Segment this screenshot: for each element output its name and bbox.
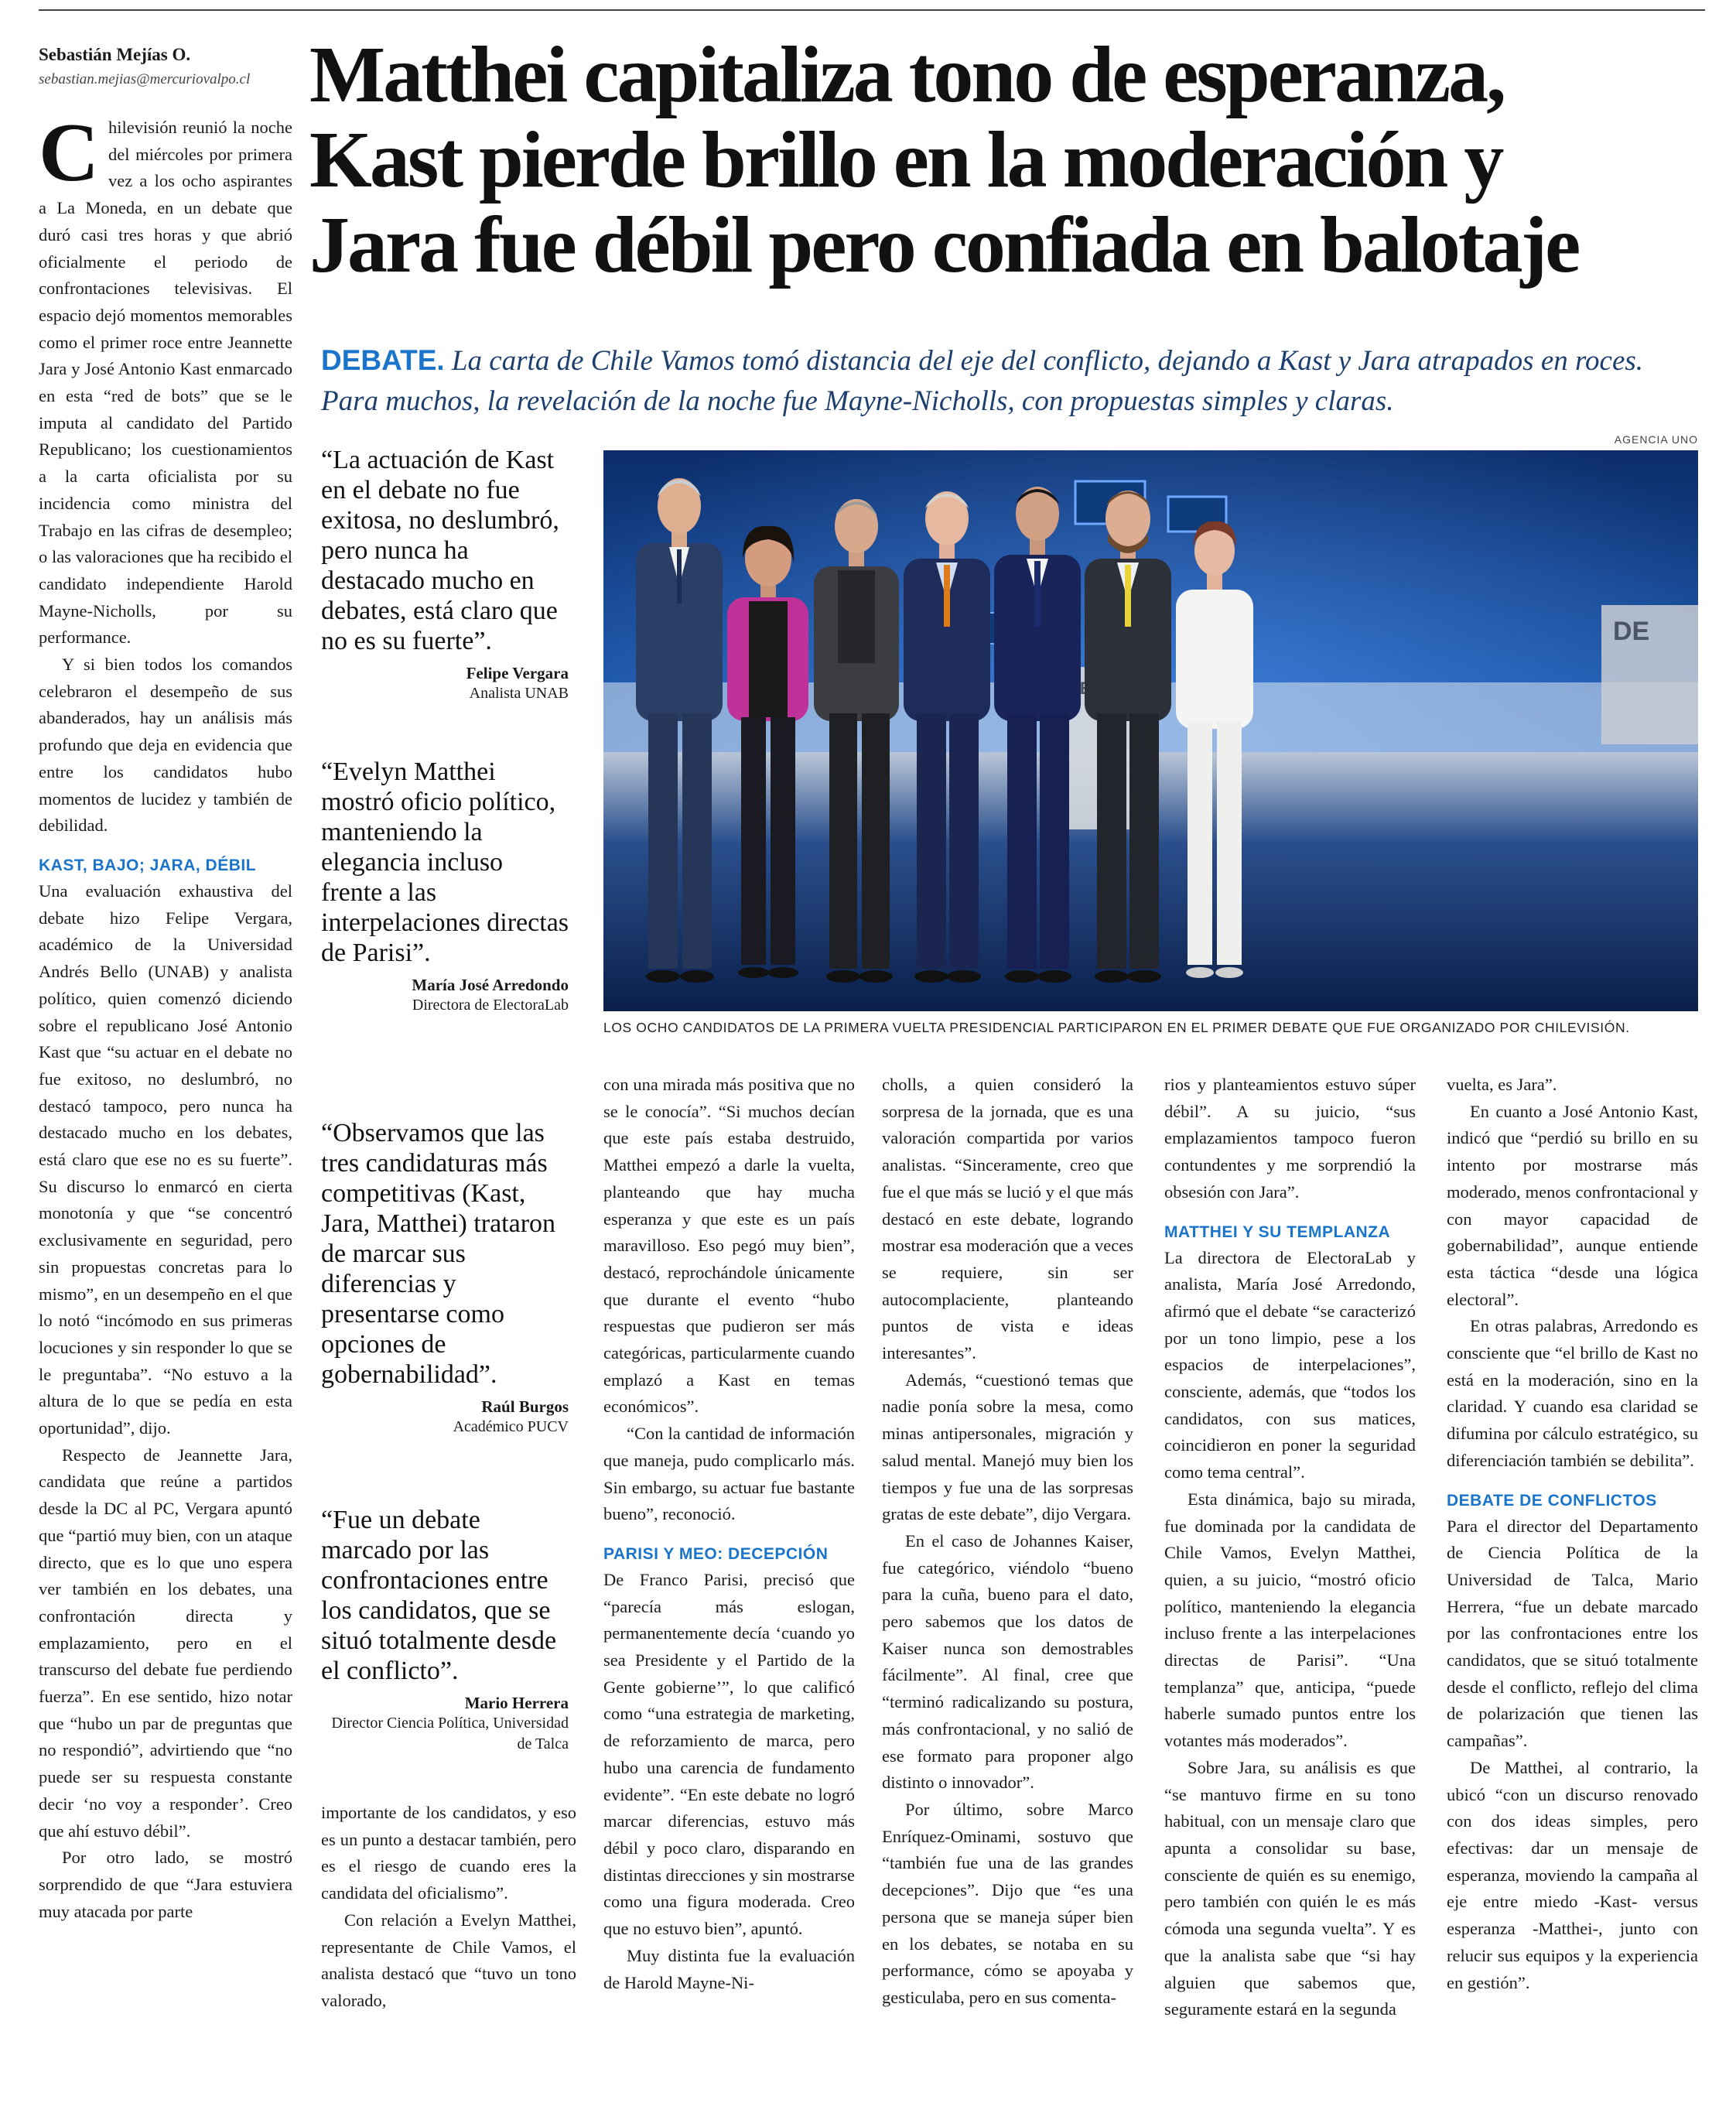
paragraph: Por último, sobre Marco Enríquez-Ominami, sostuvo que “también fue una de las grandes decepciones”. Dijo que “es una persona que se maneja súper bien en los debates, se notaba en su performance, cómo se apoyaba y gesticulaba, pero en sus comenta- xyxy=(882,1799,1133,2007)
quote-role: Académico PUCV xyxy=(453,1418,569,1435)
paragraph: Una evaluación exhaustiva del debate hizo Felipe Vergara, académico de la Universidad Andrés Bello (UNAB) y analista político, quien comenzó diciendo sobre el republicano José Antonio Kast que “su actuar en el debate no fue exitoso, no deslumbró, no destacó tampoco, pero nunca ha destacado mucho en los debates, está claro que ese no es su fuerte”. Su discurso lo enmarcó en cierta monotonía y que “se concentró exclusivamente en seguridad, pero sin propuestas concretas para lo mismo”, en un desempeño en el que lo notó “incómodo en sus primeras locuciones y sin responder lo que se le preguntaba”. “No estuvo a la altura de lo que se pedía en esta oportunidad”, dijo. xyxy=(39,880,292,1438)
quote-role: Analista UNAB xyxy=(469,685,569,702)
lead-paragraph: Chilevisión reunió la noche del miércoles por primera vez a los ocho aspirantes a La Moneda, en un debate que duró casi tres horas y que abrió oficialmente el periodo de confrontaciones televisivas. El espacio dejó momentos memorables como el primer roce entre Jeannette Jara y José Antonio Kast enmarcado en esta “red de bots” que se le imputa al candidato del Partido Republicano; los cuestionamientos a la carta oficialista por su incidencia como ministra del Trabajo en las cifras de desempleo; o las valoraciones que ha recibido el candidato independiente Harold Mayne-Nicholls, por su performance. xyxy=(39,107,292,648)
paragraph: De Franco Parisi, precisó que “parecía más eslogan, permanentemente decía ‘cuando yo sea Presidente y el Partido de la Gente gobierne’”, lo que calificó como “una estrategia de marketing, de reforzamiento de marca, pero hubo una carencia de fundamento evidente”. “En este debate no logró marcar diferencias, estuvo más débil y poco claro, disparando en distintas direcciones y sin mostrarse como una figura moderada. Creo que no estuvo bien”, apuntó. xyxy=(603,1569,855,1939)
quote-text: “Fue un debate marcado por las confrontaciones entre los candidatos, que se situó totalmente desde el conflicto”. xyxy=(321,1506,557,1685)
paragraph: Y si bien todos los comandos celebraron el desempeño de sus abanderados, hay un análisis más profundo que deja en evidencia que entre los candidatos hubo momentos de lucidez y también de debilidad. xyxy=(39,655,292,836)
quote-author: María José Arredondo xyxy=(412,976,569,994)
paragraph: En otras palabras, Arredondo es consciente que “el brillo de Kast no está en la moderación, sino en la claridad. Y cuando esa claridad se difumina por cálculo estratégico, su diferenciación también se debilita”. xyxy=(1447,1316,1698,1470)
headline-line-3: Jara fue débil pero confiada en balotaje xyxy=(309,200,1579,289)
author-email[interactable]: sebastian.mejias@mercuriovalpo.cl xyxy=(39,71,251,87)
subhead-kast-jara: KAST, BAJO; JARA, DÉBIL xyxy=(39,856,257,874)
deck xyxy=(321,340,1706,422)
quote-text: “Observamos que las tres candidaturas más competitivas (Kast, Jara, Matthei) trataron de marcar sus diferencias y presentarse como opciones de gobernabilidad”. xyxy=(321,1119,556,1389)
paragraph: En cuanto a José Antonio Kast, indicó que “perdió su brillo en su intento por mostrarse más moderado, menos confrontacional y con mayor capacidad de gobernabilidad”, aunque entiende esta táctica “desde una lógica electoral”. xyxy=(1447,1101,1698,1309)
photo-caption: LOS OCHO CANDIDATOS DE LA PRIMERA VUELTA PRESIDENCIAL PARTICIPARON EN EL PRIMER DEBATE QUE FUE ORGANIZADO POR CHILEVISIÓN. xyxy=(603,1020,1630,1035)
paragraph: vuelta, es Jara”. xyxy=(1447,1075,1557,1094)
debate-stage-image xyxy=(603,450,1698,1011)
paragraph: importante de los candidatos, y eso es un punto a destacar también, pero es el riesgo de cuando eres la candidata del oficialismo”. xyxy=(321,1803,576,1903)
headline xyxy=(309,32,1702,288)
article-column-6 xyxy=(1447,1072,1698,1996)
stage-label: DE xyxy=(1613,617,1650,646)
headline-line-1: Matthei capitaliza tono de esperanza, xyxy=(309,30,1505,119)
paragraph: rios y planteamientos estuvo súper débil”. A su juicio, “sus emplazamientos tampoco fueron contundentes y me sorprendió la obsesión con Jara”. xyxy=(1164,1075,1416,1202)
top-rule xyxy=(39,9,1705,11)
article-column-5 xyxy=(1164,1072,1416,2023)
deck-text: La carta de Chile Vamos tomó distancia del eje del conflicto, dejando a Kast y Jara atrapados en roces. Para muchos, la revelación de la noche fue Mayne-Nicholls, con propuestas simples y claras. xyxy=(321,345,1644,417)
headline-line-2: Kast pierde brillo en la moderación y xyxy=(309,115,1502,204)
deck-kicker: DEBATE. xyxy=(321,344,445,376)
paragraph: Con relación a Evelyn Matthei, representante de Chile Vamos, el analista destacó que “tuvo un tono valorado, xyxy=(321,1910,576,2010)
pull-quote-vergara xyxy=(321,445,569,704)
pull-quote-herrera xyxy=(321,1505,569,1755)
quote-role: Director Ciencia Política, Universidad de Talca xyxy=(331,1715,569,1752)
drop-cap: C xyxy=(39,107,99,199)
article-column-2 xyxy=(321,1800,576,2015)
article-column-1 xyxy=(39,107,292,1925)
article-column-4 xyxy=(882,1072,1133,2012)
author-name: Sebastián Mejías O. xyxy=(39,45,191,64)
quote-text: “Evelyn Matthei mostró oficio político, manteniendo la elegancia incluso frente a las interpelaciones directas de Parisi”. xyxy=(321,757,569,967)
paragraph: Esta dinámica, bajo su mirada, fue dominada por la candidata de Chile Vamos, Evelyn Matthei, quien, a su juicio, “mostró oficio político, manteniendo la elegancia incluso frente a las interpelaciones directas de Parisi”. “Una templanza” que, anticipa, “puede haberle sumado puntos entre los votantes más moderados”. xyxy=(1164,1489,1416,1751)
candidates-photo xyxy=(603,450,1698,1011)
paragraph: En el caso de Johannes Kaiser, fue categórico, viéndolo “bueno para la cuña, bueno para el dato, pero sabemos que los datos de Kaiser nunca son demostrables fácilmente”. Al final, cree que “terminó radicalizando su postura, más confrontacional, y no salió de ese formato para proponer algo distinto o innovador”. xyxy=(882,1530,1133,1793)
paragraph: con una mirada más positiva que no se le conocía”. “Si muchos decían que este país estaba destruido, Matthei empezó a darle la vuelta, planteando que hay mucha esperanza y que este es un país maravilloso. Eso pegó muy bien”, destacó, reprochándole únicamente que durante el evento “hubo respuestas que pudieron ser más categóricas, particularmente cuando emplazó a Kast en temas económicos”. xyxy=(603,1075,855,1417)
paragraph: Muy distinta fue la evaluación de Harold Mayne-Ni- xyxy=(603,1945,855,1992)
subhead-parisi-meo: PARISI Y MEO: DECEPCIÓN xyxy=(603,1544,829,1563)
paragraph: Por otro lado, se mostró sorprendido de que “Jara estuviera muy atacada por parte xyxy=(39,1848,292,1921)
photo-credit: AGENCIA UNO xyxy=(1614,433,1698,446)
paragraph: Respecto de Jeannette Jara, candidata que reúne a partidos desde la DC al PC, Vergara apuntó que “partió muy bien, con un ataque directo, que es lo que uno espera ver también en los debates, una confrontación directa y emplazamiento, pero en el transcurso del debate fue perdiendo fuerza”. En ese sentido, hizo notar que “hubo un par de preguntas que no respondió”, advirtiendo que “no puede ser su respuesta constante decir ‘no voy a responder’. Creo que ahí estuvo débil”. xyxy=(39,1445,292,1841)
article-column-3 xyxy=(603,1072,855,1996)
paragraph: Para el director del Departamento de Ciencia Política de la Universidad de Talca, Mario Herrera, “fue un debate marcado por las confrontaciones entre los candidatos, que se situó totalmente desde el conflicto, reflejo del clima de polarización que tienen las campañas”. xyxy=(1447,1516,1698,1751)
quote-author: Felipe Vergara xyxy=(466,664,569,682)
quote-author: Mario Herrera xyxy=(464,1694,569,1712)
quote-author: Raúl Burgos xyxy=(481,1397,569,1416)
paragraph: De Matthei, al contrario, la ubicó “con un discurso renovado con dos ideas simples, pero efectivas: dar un mensaje de esperanza, moviendo la campaña al eje entre miedo -Kast- versus esperanza -Matthei-, junto con relucir sus equipos y la experiencia en gestión”. xyxy=(1447,1757,1698,1992)
quote-text: “La actuación de Kast en el debate no fue exitosa, no deslumbró, pero nunca ha destacado mucho en debates, está claro que no es su fuerte”. xyxy=(321,446,559,655)
subhead-matthei: MATTHEI Y SU TEMPLANZA xyxy=(1164,1222,1391,1241)
pull-quote-burgos xyxy=(321,1118,569,1438)
paragraph: La directora de ElectoraLab y analista, María José Arredondo, afirmó que el debate “se caracterizó por un tono limpio, pese a los espacios de interpelaciones”, consciente, además, que “todos los candidatos, con sus matices, coincidieron en poner la seguridad como tema central”. xyxy=(1164,1247,1416,1482)
paragraph: “Con la cantidad de información que maneja, pudo complicarlo más. Sin embargo, su actuar fue bastante bueno”, reconoció. xyxy=(603,1424,855,1524)
quote-role: Directora de ElectoraLab xyxy=(412,997,569,1014)
pull-quote-arredondo xyxy=(321,757,569,1016)
paragraph: Sobre Jara, su análisis es que “se mantuvo firme en su tono habitual, con un mensaje claro que apunta a consolidar su base, consciente de quién es su enemigo, pero también con quién le es más cómoda una segunda vuelta”. Y es que la analista sabe que “si hay alguien que sabemos que, seguramente estará en la segunda xyxy=(1164,1757,1416,2019)
subhead-debate-conflictos: DEBATE DE CONFLICTOS xyxy=(1447,1491,1657,1510)
paragraph: cholls, a quien consideró la sorpresa de la jornada, que es una valoración compartida por varios analistas. “Sinceramente, creo que fue el que más se lució y el que más destacó en este debate, logrando mostrar esa moderación que a veces se requiere, sin ser autocomplaciente, planteando puntos de vista e ideas interesantes”. xyxy=(882,1075,1133,1363)
paragraph: Además, “cuestionó temas que nadie ponía sobre la mesa, como minas antipersonales, migración y salud mental. Manejó muy bien los tiempos y fue una de las sorpresas gratas de este debate”, dijo Vergara. xyxy=(882,1369,1133,1524)
